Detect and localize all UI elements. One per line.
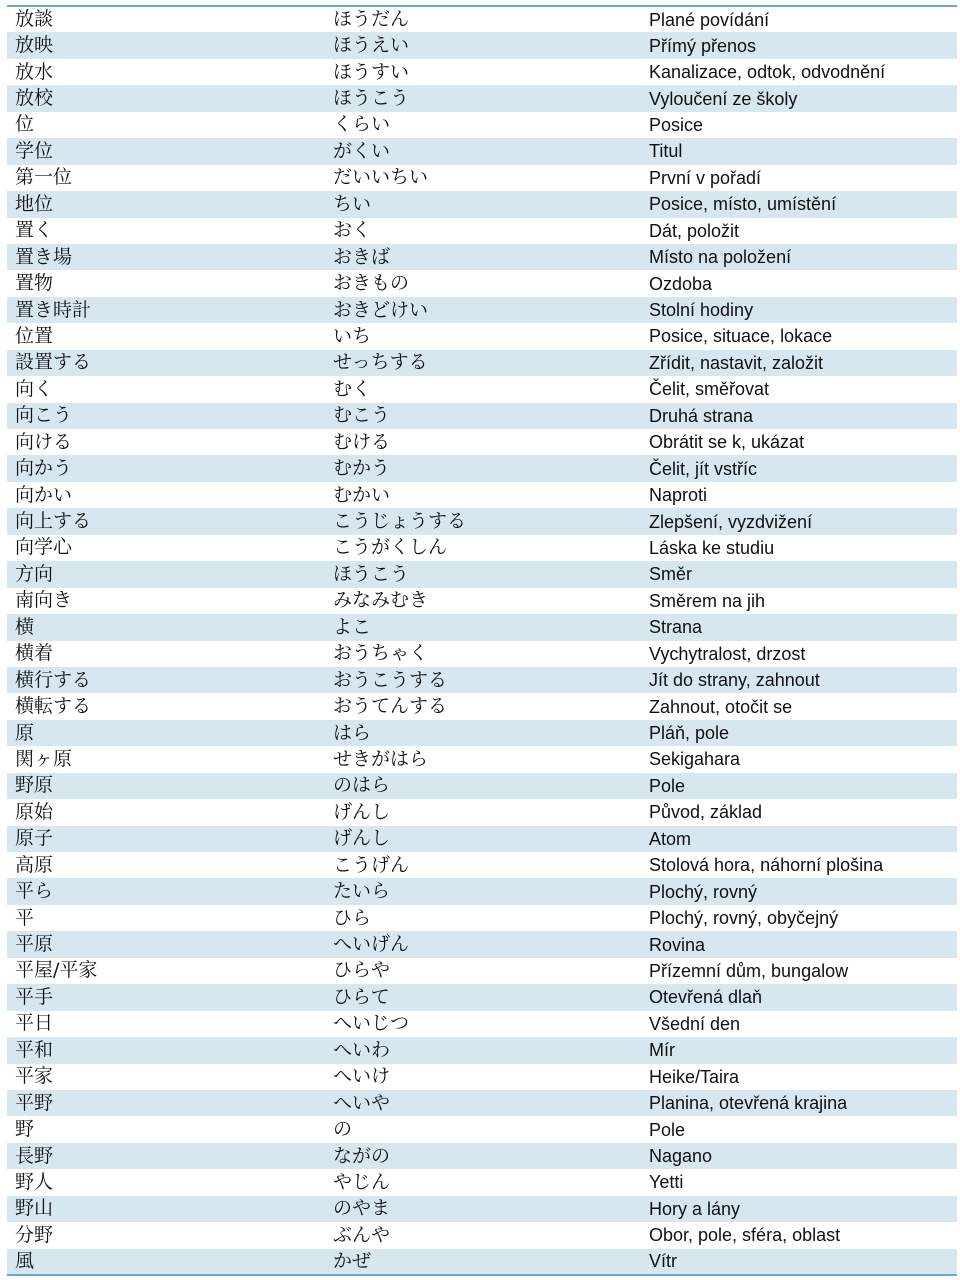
table-row <box>7 6 957 32</box>
kanji-cell: 置き時計 <box>7 297 325 323</box>
meaning-cell: Posice, situace, lokace <box>641 323 957 349</box>
kanji-cell: 横行する <box>7 667 325 693</box>
table-row <box>7 270 957 296</box>
table-row <box>7 641 957 667</box>
kanji-cell: 放映 <box>7 32 325 58</box>
meaning-cell: Stolní hodiny <box>641 297 957 323</box>
reading-cell: げんし <box>325 799 641 825</box>
reading-cell: へいげん <box>325 931 641 957</box>
table-row <box>7 561 957 587</box>
kanji-cell: 原始 <box>7 799 325 825</box>
table-row <box>7 931 957 957</box>
table-row <box>7 1011 957 1037</box>
kanji-cell: 平野 <box>7 1090 325 1116</box>
reading-cell: おきもの <box>325 270 641 296</box>
meaning-cell: Obor, pole, sféra, oblast <box>641 1222 957 1248</box>
reading-cell: くらい <box>325 112 641 138</box>
meaning-cell: Všední den <box>641 1011 957 1037</box>
kanji-cell: 置く <box>7 218 325 244</box>
table-row <box>7 138 957 164</box>
table-row <box>7 112 957 138</box>
table-row <box>7 482 957 508</box>
kanji-cell: 地位 <box>7 191 325 217</box>
reading-cell: こうじょうする <box>325 508 641 534</box>
meaning-cell: Vyloučení ze školy <box>641 85 957 111</box>
kanji-cell: 分野 <box>7 1222 325 1248</box>
kanji-cell: 横 <box>7 614 325 640</box>
meaning-cell: Rovina <box>641 931 957 957</box>
kanji-cell: 野 <box>7 1116 325 1142</box>
meaning-cell: Naproti <box>641 482 957 508</box>
kanji-cell: 放談 <box>7 6 325 32</box>
kanji-cell: 平家 <box>7 1064 325 1090</box>
meaning-cell: Kanalizace, odtok, odvodnění <box>641 59 957 85</box>
reading-cell: おうちゃく <box>325 641 641 667</box>
table-row <box>7 667 957 693</box>
kanji-cell: 長野 <box>7 1143 325 1169</box>
vocabulary-table-body <box>7 6 957 1275</box>
kanji-cell: 位置 <box>7 323 325 349</box>
meaning-cell: Čelit, směřovat <box>641 376 957 402</box>
reading-cell: おうこうする <box>325 667 641 693</box>
kanji-cell: 横転する <box>7 693 325 719</box>
meaning-cell: Ozdoba <box>641 270 957 296</box>
meaning-cell: Přímý přenos <box>641 32 957 58</box>
meaning-cell: Pole <box>641 1116 957 1142</box>
kanji-cell: 関ヶ原 <box>7 746 325 772</box>
kanji-cell: 原子 <box>7 826 325 852</box>
meaning-cell: Vychytralost, drzost <box>641 641 957 667</box>
reading-cell: げんし <box>325 826 641 852</box>
table-row <box>7 429 957 455</box>
meaning-cell: První v pořadí <box>641 165 957 191</box>
kanji-cell: 設置する <box>7 350 325 376</box>
table-row <box>7 905 957 931</box>
reading-cell: せきがはら <box>325 746 641 772</box>
kanji-cell: 置物 <box>7 270 325 296</box>
meaning-cell: Přízemní dům, bungalow <box>641 958 957 984</box>
meaning-cell: Yetti <box>641 1169 957 1195</box>
kanji-cell: 学位 <box>7 138 325 164</box>
table-row <box>7 32 957 58</box>
meaning-cell: Zlepšení, vyzdvižení <box>641 508 957 534</box>
kanji-cell: 位 <box>7 112 325 138</box>
kanji-cell: 置き場 <box>7 244 325 270</box>
table-row <box>7 1090 957 1116</box>
reading-cell: こうがくしん <box>325 535 641 561</box>
meaning-cell: Hory a lány <box>641 1196 957 1222</box>
table-row <box>7 1064 957 1090</box>
meaning-cell: Strana <box>641 614 957 640</box>
table-row <box>7 878 957 904</box>
kanji-cell: 平手 <box>7 984 325 1010</box>
kanji-cell: 野山 <box>7 1196 325 1222</box>
table-row <box>7 958 957 984</box>
kanji-cell: 横着 <box>7 641 325 667</box>
reading-cell: ほうだん <box>325 6 641 32</box>
meaning-cell: Atom <box>641 826 957 852</box>
table-row <box>7 984 957 1010</box>
table-row <box>7 1143 957 1169</box>
kanji-cell: 向く <box>7 376 325 402</box>
table-row <box>7 455 957 481</box>
kanji-cell: 向ける <box>7 429 325 455</box>
reading-cell: おく <box>325 218 641 244</box>
meaning-cell: Heike/Taira <box>641 1064 957 1090</box>
table-row <box>7 1037 957 1063</box>
reading-cell: ほうすい <box>325 59 641 85</box>
table-row <box>7 746 957 772</box>
table-row <box>7 165 957 191</box>
kanji-cell: 方向 <box>7 561 325 587</box>
kanji-cell: 野人 <box>7 1169 325 1195</box>
kanji-cell: 平 <box>7 905 325 931</box>
meaning-cell: Pláň, pole <box>641 720 957 746</box>
kanji-cell: 放水 <box>7 59 325 85</box>
reading-cell: ひらて <box>325 984 641 1010</box>
kanji-cell: 向かう <box>7 455 325 481</box>
reading-cell: へいわ <box>325 1037 641 1063</box>
reading-cell: おきどけい <box>325 297 641 323</box>
meaning-cell: Pole <box>641 773 957 799</box>
kanji-cell: 平原 <box>7 931 325 957</box>
meaning-cell: Původ, základ <box>641 799 957 825</box>
table-row <box>7 323 957 349</box>
reading-cell: よこ <box>325 614 641 640</box>
vocabulary-table <box>7 5 957 1276</box>
meaning-cell: Jít do strany, zahnout <box>641 667 957 693</box>
reading-cell: のやま <box>325 1196 641 1222</box>
table-row <box>7 535 957 561</box>
reading-cell: ちい <box>325 191 641 217</box>
meaning-cell: Místo na položení <box>641 244 957 270</box>
meaning-cell: Druhá strana <box>641 403 957 429</box>
table-row <box>7 297 957 323</box>
table-row <box>7 376 957 402</box>
reading-cell: むこう <box>325 403 641 429</box>
meaning-cell: Plochý, rovný, obyčejný <box>641 905 957 931</box>
meaning-cell: Nagano <box>641 1143 957 1169</box>
table-row <box>7 773 957 799</box>
meaning-cell: Mír <box>641 1037 957 1063</box>
kanji-cell: 平ら <box>7 878 325 904</box>
reading-cell: いち <box>325 323 641 349</box>
table-row <box>7 720 957 746</box>
meaning-cell: Vítr <box>641 1249 957 1275</box>
reading-cell: ひら <box>325 905 641 931</box>
table-row <box>7 350 957 376</box>
meaning-cell: Sekigahara <box>641 746 957 772</box>
reading-cell: むかい <box>325 482 641 508</box>
meaning-cell: Dát, položit <box>641 218 957 244</box>
kanji-cell: 放校 <box>7 85 325 111</box>
reading-cell: せっちする <box>325 350 641 376</box>
kanji-cell: 平日 <box>7 1011 325 1037</box>
reading-cell: かぜ <box>325 1249 641 1275</box>
kanji-cell: 南向き <box>7 588 325 614</box>
kanji-cell: 原 <box>7 720 325 746</box>
kanji-cell: 第一位 <box>7 165 325 191</box>
reading-cell: むかう <box>325 455 641 481</box>
meaning-cell: Posice <box>641 112 957 138</box>
kanji-cell: 向こう <box>7 403 325 429</box>
table-row <box>7 852 957 878</box>
table-row <box>7 1249 957 1275</box>
meaning-cell: Plané povídání <box>641 6 957 32</box>
table-row <box>7 403 957 429</box>
meaning-cell: Posice, místo, umístění <box>641 191 957 217</box>
kanji-cell: 向学心 <box>7 535 325 561</box>
reading-cell: はら <box>325 720 641 746</box>
reading-cell: ぶんや <box>325 1222 641 1248</box>
reading-cell: ほうえい <box>325 32 641 58</box>
kanji-cell: 向かい <box>7 482 325 508</box>
reading-cell: むく <box>325 376 641 402</box>
meaning-cell: Obrátit se k, ukázat <box>641 429 957 455</box>
table-row <box>7 85 957 111</box>
table-row <box>7 508 957 534</box>
kanji-cell: 風 <box>7 1249 325 1275</box>
meaning-cell: Čelit, jít vstříc <box>641 455 957 481</box>
meaning-cell: Směr <box>641 561 957 587</box>
reading-cell: たいら <box>325 878 641 904</box>
reading-cell: ほうこう <box>325 561 641 587</box>
reading-cell: ひらや <box>325 958 641 984</box>
table-row <box>7 799 957 825</box>
reading-cell: へいや <box>325 1090 641 1116</box>
meaning-cell: Směrem na jih <box>641 588 957 614</box>
table-row <box>7 218 957 244</box>
table-row <box>7 191 957 217</box>
meaning-cell: Zahnout, otočit se <box>641 693 957 719</box>
reading-cell: おうてんする <box>325 693 641 719</box>
kanji-cell: 高原 <box>7 852 325 878</box>
reading-cell: おきば <box>325 244 641 270</box>
reading-cell: へいじつ <box>325 1011 641 1037</box>
meaning-cell: Zřídit, nastavit, založit <box>641 350 957 376</box>
reading-cell: へいけ <box>325 1064 641 1090</box>
table-row <box>7 244 957 270</box>
reading-cell: みなみむき <box>325 588 641 614</box>
reading-cell: のはら <box>325 773 641 799</box>
meaning-cell: Otevřená dlaň <box>641 984 957 1010</box>
table-row <box>7 588 957 614</box>
kanji-cell: 平屋/平家 <box>7 958 325 984</box>
reading-cell: ながの <box>325 1143 641 1169</box>
meaning-cell: Titul <box>641 138 957 164</box>
table-row <box>7 614 957 640</box>
table-row <box>7 1196 957 1222</box>
kanji-cell: 野原 <box>7 773 325 799</box>
reading-cell: こうげん <box>325 852 641 878</box>
table-row <box>7 1169 957 1195</box>
meaning-cell: Láska ke studiu <box>641 535 957 561</box>
kanji-cell: 平和 <box>7 1037 325 1063</box>
table-row <box>7 1116 957 1142</box>
kanji-cell: 向上する <box>7 508 325 534</box>
table-row <box>7 1222 957 1248</box>
meaning-cell: Plochý, rovný <box>641 878 957 904</box>
meaning-cell: Planina, otevřená krajina <box>641 1090 957 1116</box>
table-row <box>7 59 957 85</box>
reading-cell: やじん <box>325 1169 641 1195</box>
meaning-cell: Stolová hora, náhorní plošina <box>641 852 957 878</box>
reading-cell: の <box>325 1116 641 1142</box>
reading-cell: むける <box>325 429 641 455</box>
reading-cell: だいいちい <box>325 165 641 191</box>
table-row <box>7 693 957 719</box>
reading-cell: ほうこう <box>325 85 641 111</box>
table-row <box>7 826 957 852</box>
reading-cell: がくい <box>325 138 641 164</box>
